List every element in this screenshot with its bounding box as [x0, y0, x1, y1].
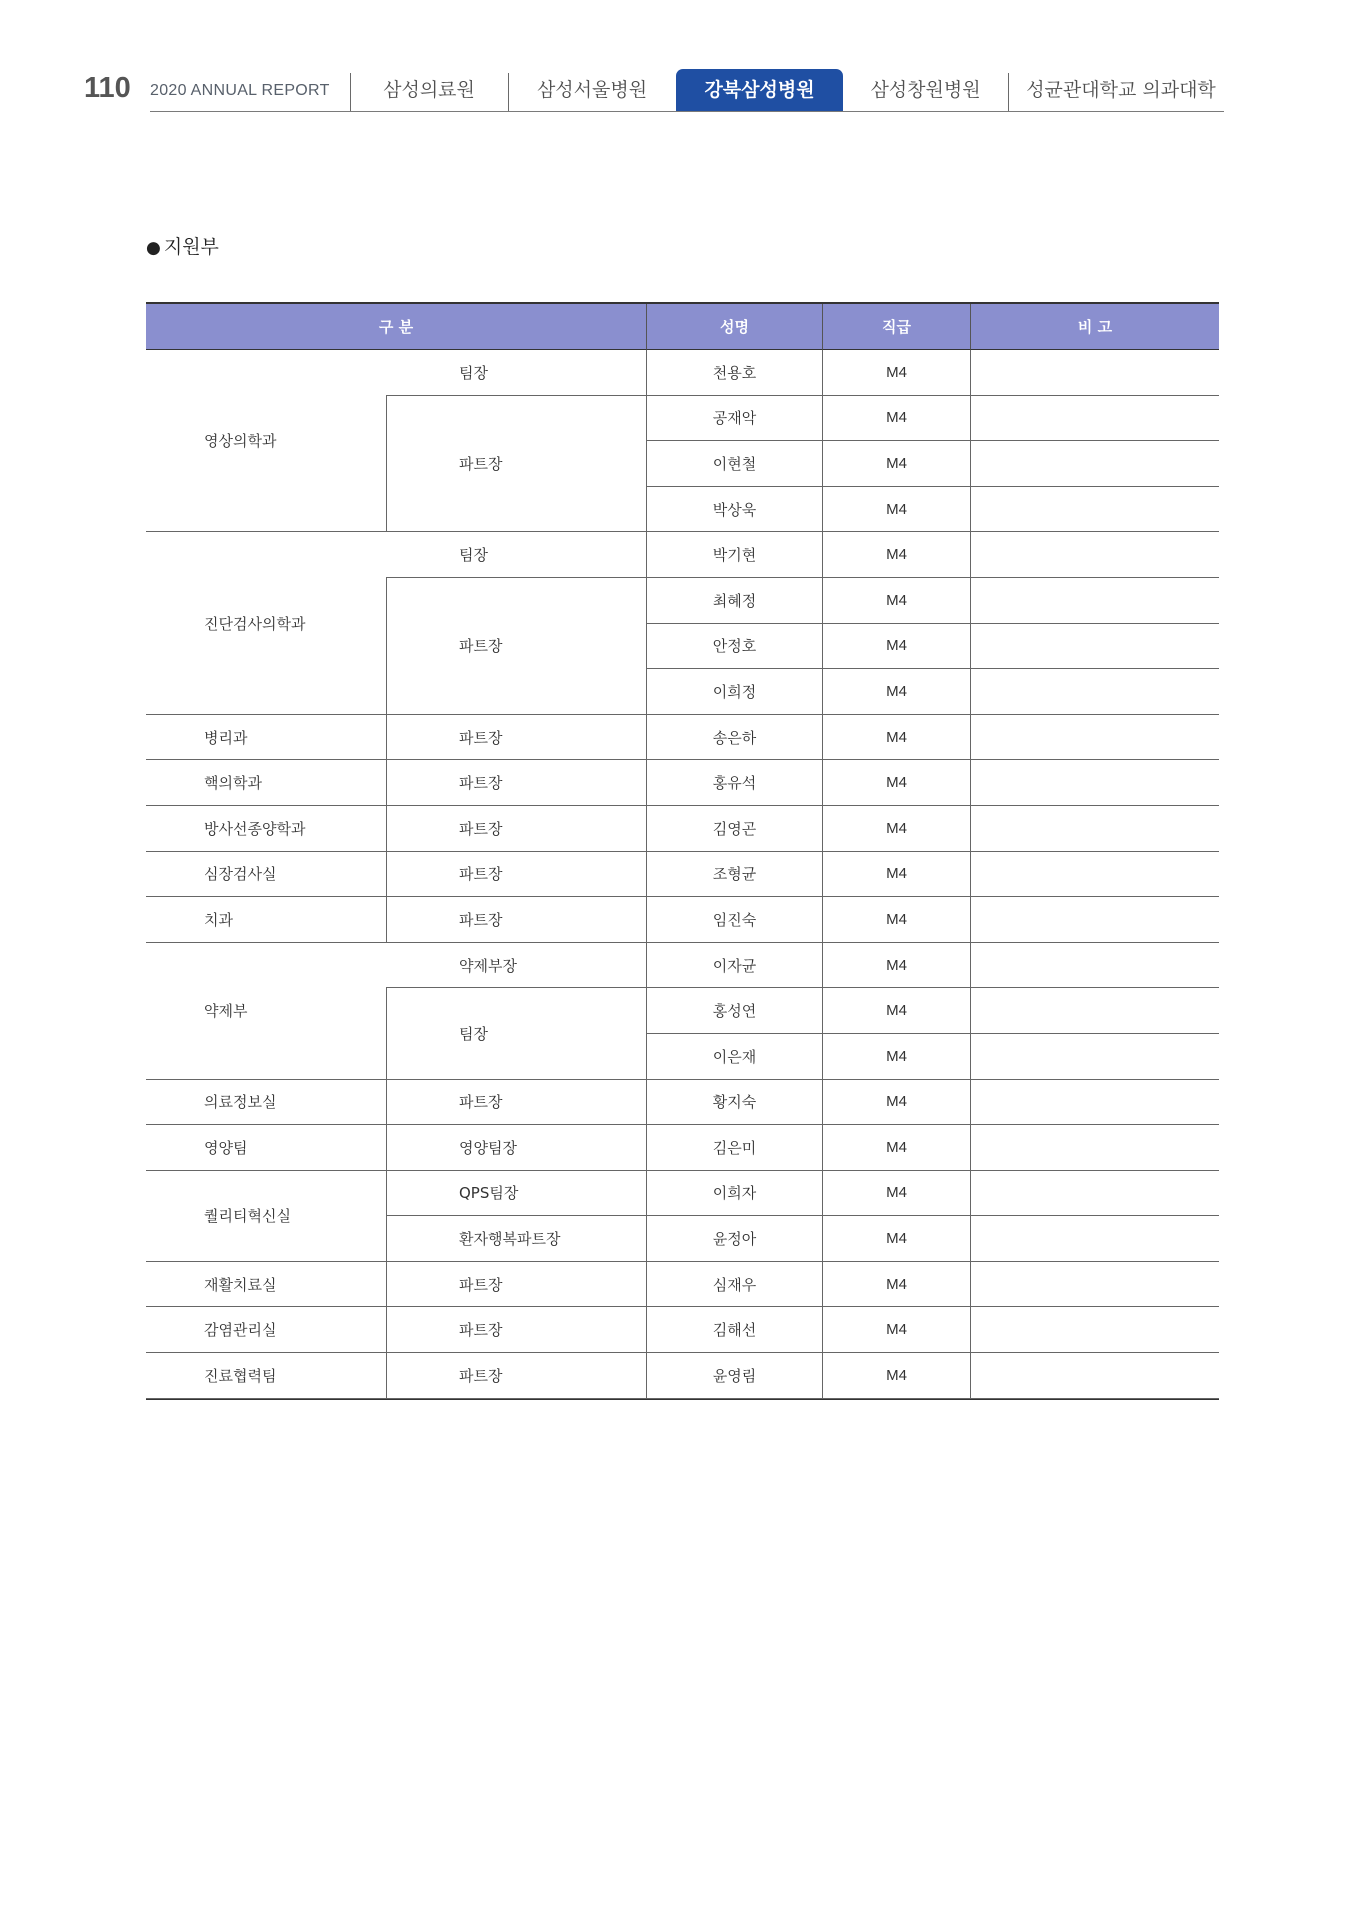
department-name: 퀄리티혁신실 — [146, 1171, 386, 1262]
tab-samsung-changwon-hospital[interactable]: 삼성창원병원 — [870, 79, 981, 101]
position-title: 파트장 — [386, 1353, 646, 1399]
staff-grade: M4 — [822, 1034, 970, 1080]
staff-note — [970, 988, 1219, 1034]
staff-note — [970, 806, 1219, 852]
position-title: 약제부장 — [386, 943, 646, 989]
department-name: 약제부 — [146, 943, 386, 1080]
department-name: 병리과 — [146, 715, 386, 761]
department-name: 감염관리실 — [146, 1307, 386, 1353]
staff-name: 김영곤 — [646, 806, 822, 852]
position-title: 팀장 — [386, 350, 646, 396]
department-name: 핵의학과 — [146, 760, 386, 806]
staff-grade: M4 — [822, 441, 970, 487]
department-name: 의료정보실 — [146, 1080, 386, 1126]
staff-note — [970, 760, 1219, 806]
position-title: 파트장 — [386, 1307, 646, 1353]
staff-name: 김은미 — [646, 1125, 822, 1171]
staff-grade: M4 — [822, 487, 970, 533]
header-rule — [150, 111, 1224, 112]
staff-grade: M4 — [822, 988, 970, 1034]
tab-samsung-medical-center[interactable]: 삼성의료원 — [383, 79, 475, 101]
staff-grade: M4 — [822, 806, 970, 852]
tab-kangbuk-samsung-hospital[interactable]: 강북삼성병원 — [676, 69, 843, 112]
staff-grade: M4 — [822, 715, 970, 761]
position-title: 팀장 — [386, 988, 646, 1079]
department-name: 영상의학과 — [146, 350, 386, 532]
staff-grade: M4 — [822, 1216, 970, 1262]
staff-grade: M4 — [822, 943, 970, 989]
staff-grade: M4 — [822, 532, 970, 578]
department-name: 재활치료실 — [146, 1262, 386, 1308]
staff-name: 최혜정 — [646, 578, 822, 624]
staff-grade: M4 — [822, 852, 970, 898]
staff-name: 공재악 — [646, 396, 822, 442]
position-title: 파트장 — [386, 852, 646, 898]
staff-name: 윤정아 — [646, 1216, 822, 1262]
column-header-category: 구 분 — [146, 304, 646, 350]
position-title: 환자행복파트장 — [386, 1216, 646, 1262]
column-header-grade: 직급 — [822, 304, 970, 350]
staff-grade: M4 — [822, 578, 970, 624]
department-name: 진료협력팀 — [146, 1353, 386, 1399]
staff-name: 홍유석 — [646, 760, 822, 806]
staff-note — [970, 350, 1219, 396]
report-title: 2020 ANNUAL REPORT — [150, 82, 330, 99]
staff-grade: M4 — [822, 1353, 970, 1399]
page-number: 110 — [84, 72, 131, 104]
staff-name: 심재우 — [646, 1262, 822, 1308]
column-header-name: 성명 — [646, 304, 822, 350]
staff-note — [970, 578, 1219, 624]
staff-grade: M4 — [822, 1171, 970, 1217]
staff-note — [970, 669, 1219, 715]
staff-name: 황지숙 — [646, 1080, 822, 1126]
staff-note — [970, 487, 1219, 533]
staff-note — [970, 1353, 1219, 1399]
staff-table — [146, 302, 1219, 1400]
tab-skku-medical-school[interactable]: 성균관대학교 의과대학 — [1026, 79, 1216, 101]
section-title: 지원부 — [163, 236, 219, 258]
position-title: 파트장 — [386, 897, 646, 943]
staff-grade: M4 — [822, 1080, 970, 1126]
staff-name: 박상욱 — [646, 487, 822, 533]
staff-grade: M4 — [822, 350, 970, 396]
staff-note — [970, 943, 1219, 989]
staff-note — [970, 852, 1219, 898]
department-name: 진단검사의학과 — [146, 532, 386, 714]
staff-name: 안정호 — [646, 624, 822, 670]
position-title: 파트장 — [386, 806, 646, 852]
staff-name: 임진숙 — [646, 897, 822, 943]
position-title: 영양팀장 — [386, 1125, 646, 1171]
staff-note — [970, 1216, 1219, 1262]
staff-note — [970, 624, 1219, 670]
staff-grade: M4 — [822, 897, 970, 943]
staff-grade: M4 — [822, 669, 970, 715]
position-title: 파트장 — [386, 578, 646, 715]
staff-note — [970, 532, 1219, 578]
staff-note — [970, 897, 1219, 943]
staff-grade: M4 — [822, 396, 970, 442]
staff-name: 조형균 — [646, 852, 822, 898]
tab-samsung-seoul-hospital[interactable]: 삼성서울병원 — [536, 79, 648, 101]
staff-note — [970, 1080, 1219, 1126]
position-title: 팀장 — [386, 532, 646, 578]
staff-name: 이은재 — [646, 1034, 822, 1080]
staff-note — [970, 1034, 1219, 1080]
staff-grade: M4 — [822, 1307, 970, 1353]
staff-name: 송은하 — [646, 715, 822, 761]
department-name: 방사선종양학과 — [146, 806, 386, 852]
column-header-note: 비 고 — [970, 304, 1219, 350]
staff-name: 이자균 — [646, 943, 822, 989]
staff-grade: M4 — [822, 1125, 970, 1171]
staff-name: 이희자 — [646, 1171, 822, 1217]
staff-name: 박기현 — [646, 532, 822, 578]
staff-grade: M4 — [822, 1262, 970, 1308]
position-title: QPS팀장 — [386, 1171, 646, 1217]
staff-note — [970, 1307, 1219, 1353]
department-name: 치과 — [146, 897, 386, 943]
staff-name: 홍성연 — [646, 988, 822, 1034]
staff-name: 이희정 — [646, 669, 822, 715]
position-title: 파트장 — [386, 715, 646, 761]
staff-name: 이현철 — [646, 441, 822, 487]
position-title: 파트장 — [386, 1262, 646, 1308]
position-title: 파트장 — [386, 1080, 646, 1126]
staff-grade: M4 — [822, 760, 970, 806]
staff-note — [970, 715, 1219, 761]
staff-note — [970, 441, 1219, 487]
section-heading — [146, 234, 219, 260]
position-title: 파트장 — [386, 760, 646, 806]
staff-note — [970, 396, 1219, 442]
staff-note — [970, 1262, 1219, 1308]
staff-name: 윤영림 — [646, 1353, 822, 1399]
department-name: 심장검사실 — [146, 852, 386, 898]
staff-note — [970, 1171, 1219, 1217]
staff-note — [970, 1125, 1219, 1171]
staff-grade: M4 — [822, 624, 970, 670]
position-title: 파트장 — [386, 396, 646, 533]
staff-name: 천용호 — [646, 350, 822, 396]
department-name: 영양팀 — [146, 1125, 386, 1171]
bullet-icon: ● — [146, 238, 161, 258]
staff-name: 김해선 — [646, 1307, 822, 1353]
